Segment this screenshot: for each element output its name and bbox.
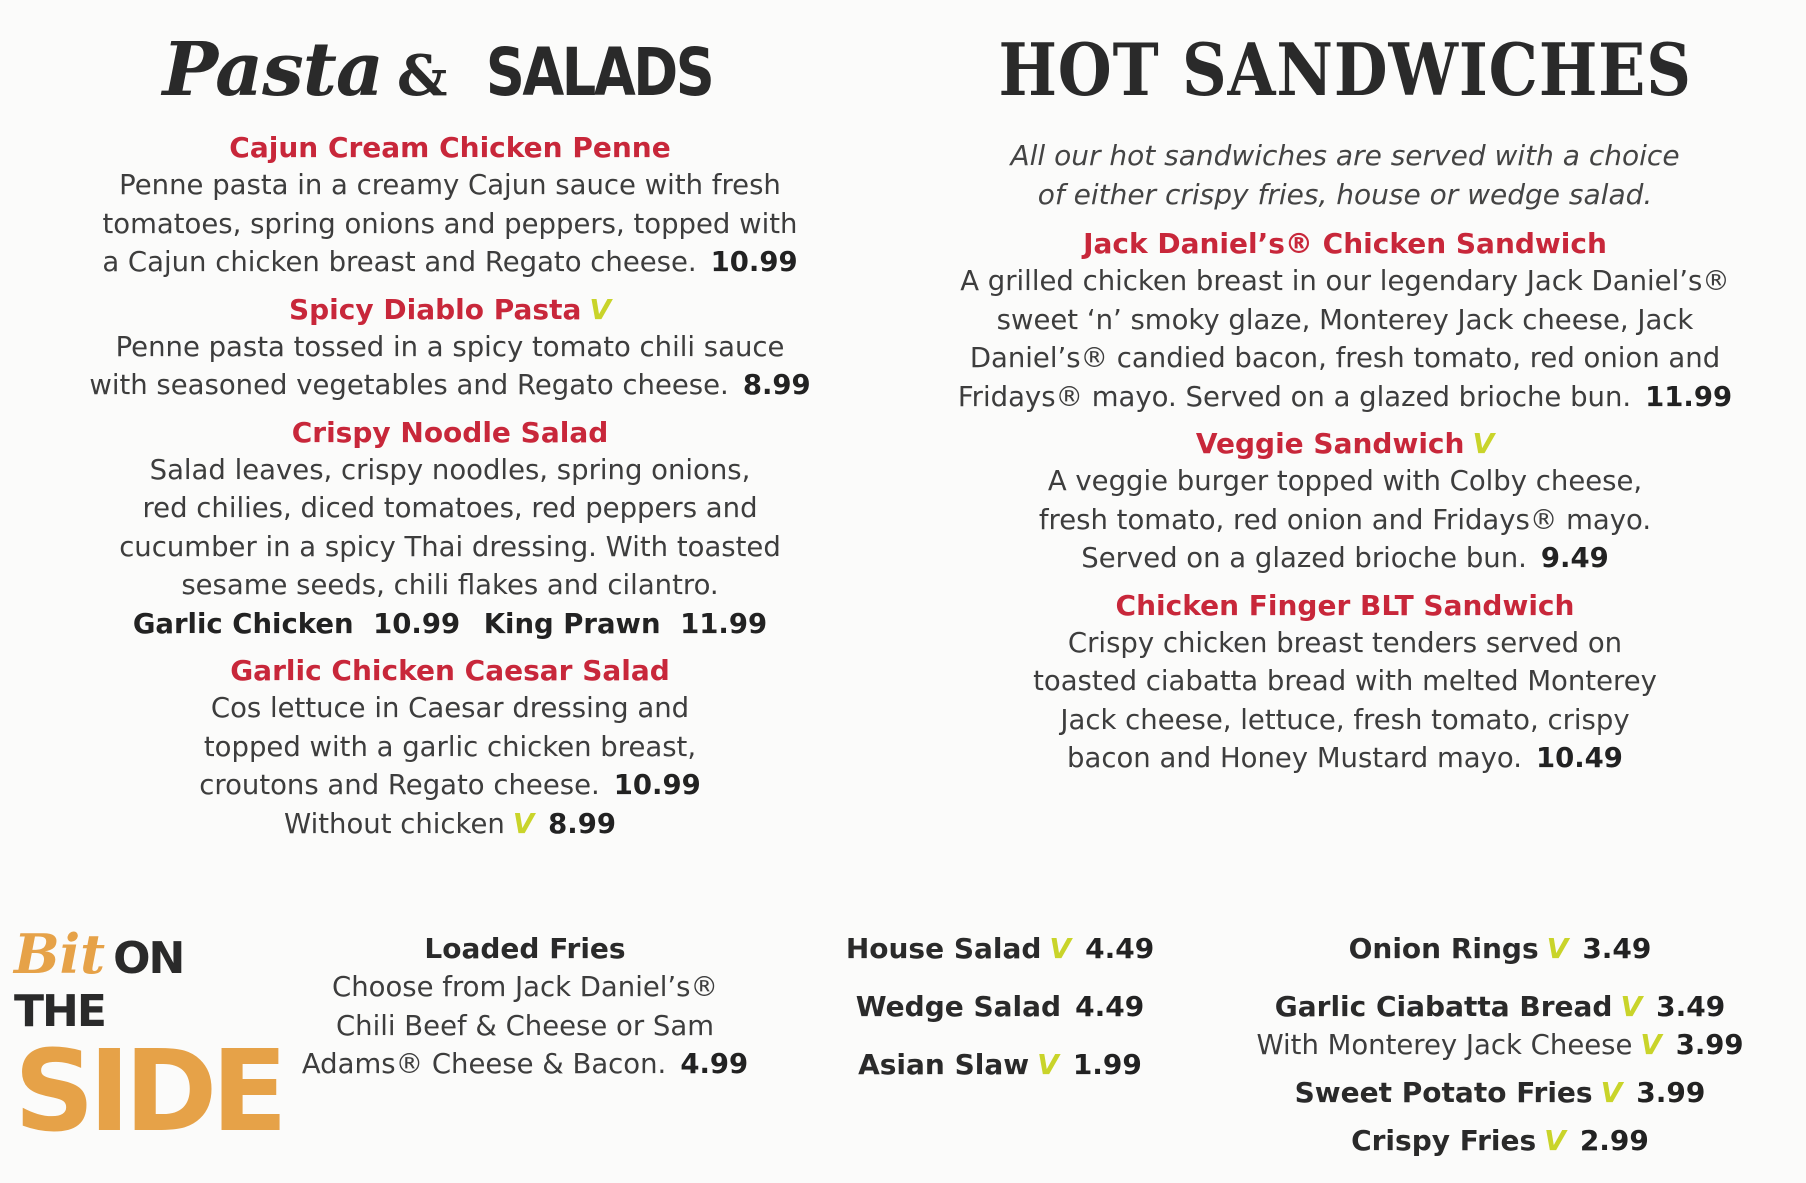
hot-sandwiches-title: HOT SANDWICHES <box>998 27 1692 112</box>
vegetarian-icon: V <box>512 807 535 840</box>
option-label: King Prawn <box>483 607 661 640</box>
desc-line: cucumber in a spicy Thai dressing. With toasted <box>119 530 781 563</box>
item-name: Cajun Cream Chicken Penne <box>229 131 671 164</box>
side-price: 3.99 <box>1675 1029 1744 1061</box>
desc-line: sweet ‘n’ smoky glaze, Monterey Jack cheese, Jack <box>996 303 1694 336</box>
desc-line: with seasoned vegetables and Regato cheese. <box>89 369 729 401</box>
option-label: Garlic Chicken <box>132 607 354 640</box>
item-price: 10.99 <box>710 246 798 278</box>
vegetarian-icon: V <box>1472 427 1495 460</box>
item-price: 10.49 <box>1535 742 1623 774</box>
option-price: 10.99 <box>373 607 461 640</box>
desc-line: Jack cheese, lettuce, fresh tomato, crispy <box>1060 703 1630 736</box>
side-price: 3.99 <box>1636 1076 1706 1109</box>
vegetarian-icon: V <box>589 292 612 326</box>
vegetarian-icon: V <box>1546 932 1569 965</box>
logo-on-the: ON THE <box>14 933 184 1037</box>
intro-line: of either crispy fries, house or wedge salad. <box>1037 178 1653 211</box>
extra-label: Without chicken <box>284 807 505 840</box>
side-item <box>1205 930 1795 968</box>
desc-line: topped with a garlic chicken breast, <box>203 730 697 763</box>
item-name: Garlic Chicken Caesar Salad <box>230 654 670 687</box>
item-price: 10.99 <box>613 769 701 801</box>
side-price: 4.49 <box>1085 932 1155 965</box>
item-options <box>20 605 880 644</box>
side-price: 2.99 <box>1579 1124 1649 1157</box>
vegetarian-icon: V <box>1620 990 1643 1023</box>
side-item <box>1205 988 1795 1026</box>
menu-item <box>20 415 880 644</box>
hot-sandwiches-heading <box>900 10 1790 130</box>
pasta-salads-heading <box>20 10 880 130</box>
desc-line: Fridays® mayo. Served on a glazed brioche bun. <box>957 380 1632 413</box>
pasta-salads-section <box>20 10 880 853</box>
side-price: 4.49 <box>1075 990 1145 1023</box>
hot-sandwiches-section <box>900 10 1790 788</box>
salads-title: SALADS <box>486 34 713 111</box>
desc-line: tomatoes, spring onions and peppers, topped with <box>102 207 798 240</box>
item-name: Crispy Noodle Salad <box>291 415 609 449</box>
side-sub-item <box>1205 1026 1795 1064</box>
side-price: 1.99 <box>1072 1048 1142 1081</box>
item-description <box>900 624 1790 778</box>
item-name: Veggie Sandwich <box>1195 427 1465 460</box>
vegetarian-icon: V <box>1600 1076 1623 1109</box>
desc-line: a Cajun chicken breast and Regato cheese. <box>102 246 697 278</box>
menu-item <box>900 588 1790 778</box>
side-name: Garlic Ciabatta Bread <box>1274 990 1613 1023</box>
vegetarian-icon: V <box>1640 1029 1662 1061</box>
item-name: Chicken Finger BLT Sandwich <box>1115 588 1575 622</box>
side-item <box>810 988 1190 1026</box>
desc-line: croutons and Regato cheese. <box>199 769 600 801</box>
desc-line: bacon and Honey Mustard mayo. <box>1067 742 1522 774</box>
desc-line: toasted ciabatta bread with melted Monterey <box>1033 665 1657 697</box>
side-name: Crispy Fries <box>1351 1124 1537 1157</box>
logo-bit: Bit <box>14 922 106 986</box>
desc-line: red chilies, diced tomatoes, red peppers and <box>142 492 758 524</box>
vegetarian-icon: V <box>1049 932 1072 965</box>
item-name: Spicy Diablo Pasta <box>288 292 582 326</box>
menu-item <box>20 292 880 405</box>
side-name: Asian Slaw <box>858 1048 1030 1081</box>
side-name: Onion Rings <box>1348 932 1539 965</box>
side-item-loaded-fries <box>275 930 775 1084</box>
sides-middle-list <box>810 930 1190 1084</box>
side-name: House Salad <box>845 932 1042 965</box>
desc-line: A grilled chicken breast in our legendary Jack Daniel’s® <box>960 265 1730 297</box>
side-name: Wedge Salad <box>855 990 1062 1023</box>
side-item <box>810 930 1190 968</box>
desc-line: Served on a glazed brioche bun. <box>1081 542 1527 574</box>
ampersand: & <box>396 43 448 109</box>
desc-line: A veggie burger topped with Colby cheese, <box>1047 465 1643 497</box>
item-description <box>20 689 880 843</box>
desc-line: Adams® Cheese & Bacon. <box>301 1048 667 1080</box>
side-description <box>275 968 775 1084</box>
vegetarian-icon: V <box>1037 1048 1059 1081</box>
desc-line: Chili Beef & Cheese or Sam <box>335 1009 715 1042</box>
logo-side: SIDE <box>14 1027 282 1157</box>
item-name: Jack Daniel’s® Chicken Sandwich <box>1083 227 1607 260</box>
extra-price: 8.99 <box>548 807 616 840</box>
side-price: 4.99 <box>680 1048 749 1080</box>
sides-logo <box>14 922 282 1157</box>
item-price: 8.99 <box>742 369 811 401</box>
item-description <box>20 451 880 644</box>
item-description <box>900 262 1790 416</box>
side-item <box>1205 1074 1795 1112</box>
pasta-title: Pasta <box>162 27 383 113</box>
side-price: 3.49 <box>1582 932 1652 965</box>
desc-line: Penne pasta in a creamy Cajun sauce with fresh <box>119 169 781 201</box>
menu-item <box>20 653 880 843</box>
item-price: 9.49 <box>1540 542 1609 574</box>
menu-item <box>900 426 1790 578</box>
vegetarian-icon: V <box>1544 1124 1566 1157</box>
side-price: 3.49 <box>1656 990 1726 1023</box>
menu-item <box>20 130 880 282</box>
desc-line: Crispy chicken breast tenders served on <box>1067 626 1623 659</box>
sides-right-list <box>1205 930 1795 1160</box>
desc-line: fresh tomato, red onion and Fridays® mayo. <box>1038 503 1652 536</box>
desc-line: Penne pasta tossed in a spicy tomato chili sauce <box>115 330 785 363</box>
item-extra <box>20 805 880 844</box>
option-price: 11.99 <box>680 607 768 640</box>
side-item <box>810 1046 1190 1084</box>
intro-line: All our hot sandwiches are served with a choice <box>1010 139 1680 172</box>
desc-line: Daniel’s® candied bacon, fresh tomato, red onion and <box>969 342 1721 374</box>
desc-line: sesame seeds, chili flakes and cilantro. <box>181 569 719 601</box>
desc-line: Cos lettuce in Caesar dressing and <box>210 692 690 724</box>
side-name: Sweet Potato Fries <box>1294 1076 1593 1109</box>
side-name: With Monterey Jack Cheese <box>1256 1029 1633 1061</box>
item-price: 11.99 <box>1645 380 1733 413</box>
menu-item <box>900 226 1790 416</box>
desc-line: Choose from Jack Daniel’s® <box>332 971 718 1003</box>
side-name: Loaded Fries <box>424 932 626 965</box>
item-description <box>20 328 880 405</box>
item-description <box>20 166 880 282</box>
side-item <box>1205 1122 1795 1160</box>
sandwiches-intro <box>900 136 1790 214</box>
item-description <box>900 462 1790 578</box>
desc-line: Salad leaves, crispy noodles, spring onions, <box>149 453 751 486</box>
